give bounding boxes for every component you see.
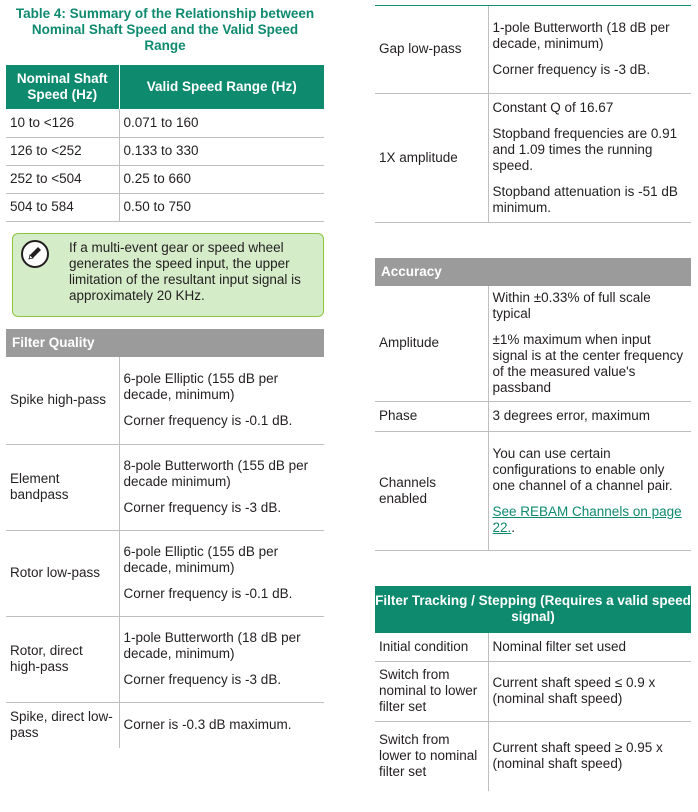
row-label: Switch from nominal to lower filter set [375,661,488,721]
row-value: Constant Q of 16.67 Stopband frequencies are 0.91 and 1.09 times the running speed. Stopband attenuation is -51 dB minimum. [488,93,691,222]
filter-tracking-table [375,633,691,791]
table-4-title: Table 4: Summary of the Relationship between Nominal Shaft Speed and the Valid Speed Range [15,6,315,53]
row-label: Phase [375,401,488,431]
pencil-note-icon [21,240,49,268]
accuracy-table [375,286,691,551]
filter-quality-section [6,329,324,748]
filter-tracking-heading: Filter Tracking / Stepping (Requires a valid speed signal) [375,586,691,633]
range-cell: 0.50 to 750 [119,193,324,221]
table-row [6,357,324,444]
left-column [6,0,324,222]
table-row [6,444,324,530]
note-text: If a multi-event gear or speed wheel generates the speed input, the upper limitation of the resultant input signal is approximately 20 KHz. [69,240,301,303]
filter-quality-cont-table [375,6,691,223]
table-row [6,616,324,702]
row-value: 6-pole Elliptic (155 dB per decade, minimum) Corner frequency is -0.1 dB. [119,357,324,444]
table-row [375,633,691,661]
accuracy-heading: Accuracy [375,258,691,286]
row-label: Rotor, direct high-pass [6,616,119,702]
row-label: Spike, direct low-pass [10,709,113,741]
note-callout [12,233,324,317]
table-row [375,661,691,721]
row-label: Switch from lower to nominal filter set [379,732,478,780]
table-row [375,6,691,93]
speed-cell: 126 to <252 [6,137,119,165]
row-value: 1-pole Butterworth (18 dB per decade, minimum) Corner frequency is -3 dB. [488,6,691,93]
speed-cell: 504 to 584 [6,193,119,221]
row-label: Channels enabled [375,431,488,550]
speed-range-table [6,65,324,222]
table-row [6,165,324,193]
row-label: Rotor low-pass [6,530,119,616]
row-label: 1X amplitude [375,93,488,222]
table-row [375,431,691,550]
row-value: You can use certain configurations to enable only one channel of a channel pair. See REBAM Channels on page 22.. [488,431,691,550]
nominal-shaft-speed-header: Nominal Shaft Speed (Hz) [6,65,119,109]
range-cell: 0.071 to 160 [119,109,324,137]
table-row [375,401,691,431]
table-row [6,530,324,616]
filter-tracking-section [375,586,691,791]
table-row [375,286,691,401]
row-label: Element bandpass [6,444,119,530]
accuracy-section [375,258,691,551]
table-row [6,109,324,137]
speed-cell: 252 to <504 [6,165,119,193]
valid-speed-range-header: Valid Speed Range (Hz) [119,65,324,109]
table-row [375,721,691,791]
row-label: Spike high-pass [6,357,119,444]
table-row [6,137,324,165]
range-cell: 0.25 to 660 [119,165,324,193]
filter-quality-heading: Filter Quality [6,329,324,357]
table-row [6,702,324,748]
table-row [6,193,324,221]
table-row [375,93,691,222]
row-value: Current shaft speed ≤ 0.9 x (nominal shaft speed) [488,661,691,721]
range-cell: 0.133 to 330 [119,137,324,165]
filter-quality-continued [375,5,691,223]
filter-quality-table [6,357,324,748]
row-value: Corner is -0.3 dB maximum. [119,702,324,748]
row-label: Amplitude [375,286,488,401]
row-value: 8-pole Butterworth (155 dB per decade minimum) Corner frequency is -3 dB. [119,444,324,530]
row-value: 3 degrees error, maximum [488,401,691,431]
row-value: Within ±0.33% of full scale typical ±1% maximum when input signal is at the center frequency of the measured value's passband [488,286,691,401]
rebam-channels-link[interactable]: See REBAM Channels on page 22. [492,503,682,535]
row-value: 1-pole Butterworth (18 dB per decade, minimum) Corner frequency is -3 dB. [119,616,324,702]
row-value: 6-pole Elliptic (155 dB per decade, minimum) Corner frequency is -0.1 dB. [119,530,324,616]
row-value: Nominal filter set used [488,633,691,661]
row-value: Current shaft speed ≥ 0.95 x (nominal shaft speed) [488,721,691,791]
speed-cell: 10 to <126 [6,109,119,137]
row-label: Gap low-pass [375,6,488,93]
row-label: Initial condition [375,633,488,661]
